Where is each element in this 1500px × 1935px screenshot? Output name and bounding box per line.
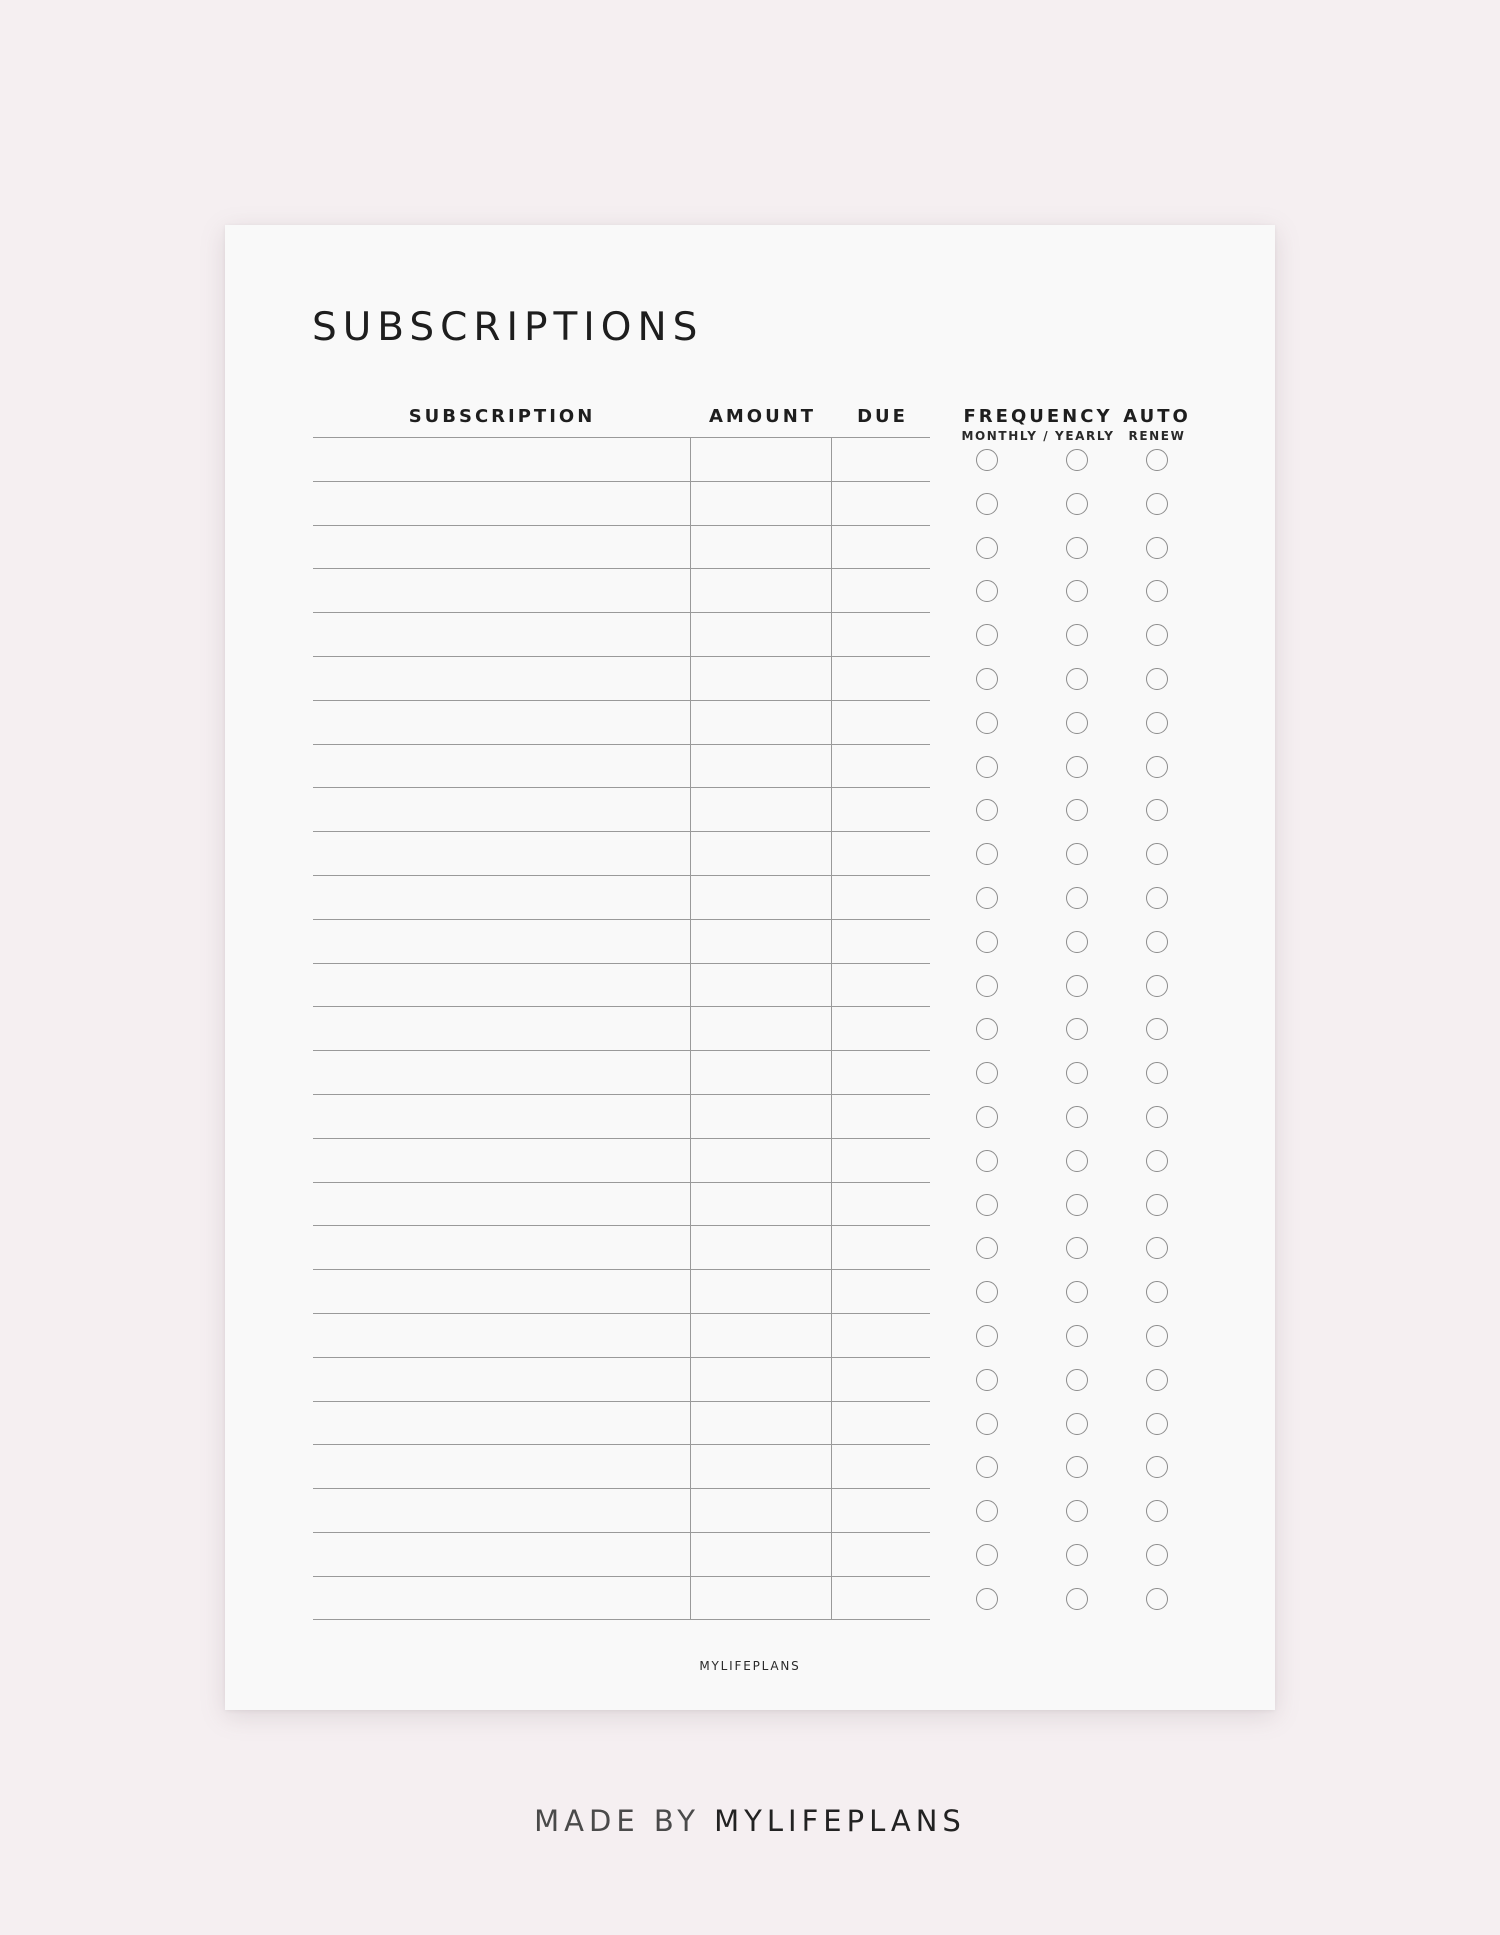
checkbox-row bbox=[225, 1194, 1275, 1238]
checkbox-row bbox=[225, 1544, 1275, 1588]
checkbox-row bbox=[225, 1456, 1275, 1500]
checkbox-row bbox=[225, 537, 1275, 581]
monthly-checkbox[interactable] bbox=[976, 1325, 998, 1347]
yearly-checkbox[interactable] bbox=[1066, 756, 1088, 778]
yearly-checkbox[interactable] bbox=[1066, 537, 1088, 559]
monthly-checkbox[interactable] bbox=[976, 1500, 998, 1522]
monthly-checkbox[interactable] bbox=[976, 1281, 998, 1303]
header-frequency: FREQUENCY bbox=[963, 406, 1113, 427]
yearly-checkbox[interactable] bbox=[1066, 1544, 1088, 1566]
yearly-checkbox[interactable] bbox=[1066, 1281, 1088, 1303]
auto-renew-checkbox[interactable] bbox=[1146, 1500, 1168, 1522]
auto-renew-checkbox[interactable] bbox=[1146, 1456, 1168, 1478]
auto-renew-checkbox[interactable] bbox=[1146, 1369, 1168, 1391]
checkbox-row bbox=[225, 712, 1275, 756]
auto-renew-checkbox[interactable] bbox=[1146, 1325, 1168, 1347]
monthly-checkbox[interactable] bbox=[976, 1062, 998, 1084]
auto-renew-checkbox[interactable] bbox=[1146, 493, 1168, 515]
monthly-checkbox[interactable] bbox=[976, 1194, 998, 1216]
yearly-checkbox[interactable] bbox=[1066, 493, 1088, 515]
checkbox-row bbox=[225, 1106, 1275, 1150]
header-subscription: SUBSCRIPTION bbox=[408, 406, 596, 427]
footer-brand: MYLIFEPLANS bbox=[699, 1659, 801, 1673]
credit-brand: MYLIFEPLANS bbox=[714, 1804, 966, 1838]
checkbox-row bbox=[225, 799, 1275, 843]
yearly-checkbox[interactable] bbox=[1066, 1194, 1088, 1216]
auto-renew-checkbox[interactable] bbox=[1146, 1588, 1168, 1610]
checkbox-row bbox=[225, 1018, 1275, 1062]
yearly-checkbox[interactable] bbox=[1066, 975, 1088, 997]
auto-renew-checkbox[interactable] bbox=[1146, 1018, 1168, 1040]
auto-renew-checkbox[interactable] bbox=[1146, 1544, 1168, 1566]
checkbox-row bbox=[225, 756, 1275, 800]
checkbox-row bbox=[225, 1369, 1275, 1413]
monthly-checkbox[interactable] bbox=[976, 799, 998, 821]
checkbox-row bbox=[225, 493, 1275, 537]
credit-line bbox=[0, 1804, 1500, 1838]
monthly-checkbox[interactable] bbox=[976, 1150, 998, 1172]
auto-renew-checkbox[interactable] bbox=[1146, 931, 1168, 953]
checkbox-row bbox=[225, 624, 1275, 668]
planner-sheet bbox=[225, 225, 1275, 1710]
monthly-checkbox[interactable] bbox=[976, 1413, 998, 1435]
auto-renew-checkbox[interactable] bbox=[1146, 843, 1168, 865]
yearly-checkbox[interactable] bbox=[1066, 1456, 1088, 1478]
page-title: SUBSCRIPTIONS bbox=[312, 305, 704, 350]
yearly-checkbox[interactable] bbox=[1066, 624, 1088, 646]
checkbox-row bbox=[225, 1500, 1275, 1544]
checkbox-row bbox=[225, 1150, 1275, 1194]
monthly-checkbox[interactable] bbox=[976, 668, 998, 690]
checkbox-columns bbox=[225, 449, 1275, 1632]
monthly-checkbox[interactable] bbox=[976, 843, 998, 865]
checkbox-row bbox=[225, 887, 1275, 931]
checkbox-row bbox=[225, 975, 1275, 1019]
checkbox-row bbox=[225, 1281, 1275, 1325]
yearly-checkbox[interactable] bbox=[1066, 668, 1088, 690]
checkbox-row bbox=[225, 668, 1275, 712]
yearly-checkbox[interactable] bbox=[1066, 1413, 1088, 1435]
monthly-checkbox[interactable] bbox=[976, 887, 998, 909]
monthly-checkbox[interactable] bbox=[976, 537, 998, 559]
header-auto: AUTO bbox=[1123, 406, 1191, 427]
auto-renew-checkbox[interactable] bbox=[1146, 1281, 1168, 1303]
checkbox-row bbox=[225, 1325, 1275, 1369]
checkbox-row bbox=[225, 1588, 1275, 1632]
auto-renew-checkbox[interactable] bbox=[1146, 668, 1168, 690]
checkbox-row bbox=[225, 580, 1275, 624]
credit-prefix: MADE BY bbox=[534, 1804, 700, 1838]
auto-renew-checkbox[interactable] bbox=[1146, 799, 1168, 821]
yearly-checkbox[interactable] bbox=[1066, 1106, 1088, 1128]
monthly-checkbox[interactable] bbox=[976, 756, 998, 778]
yearly-checkbox[interactable] bbox=[1066, 449, 1088, 471]
checkbox-row bbox=[225, 449, 1275, 493]
yearly-checkbox[interactable] bbox=[1066, 1500, 1088, 1522]
monthly-checkbox[interactable] bbox=[976, 1106, 998, 1128]
monthly-checkbox[interactable] bbox=[976, 1237, 998, 1259]
monthly-checkbox[interactable] bbox=[976, 580, 998, 602]
auto-renew-checkbox[interactable] bbox=[1146, 887, 1168, 909]
auto-renew-checkbox[interactable] bbox=[1146, 1062, 1168, 1084]
monthly-checkbox[interactable] bbox=[976, 1018, 998, 1040]
yearly-checkbox[interactable] bbox=[1066, 887, 1088, 909]
monthly-checkbox[interactable] bbox=[976, 1456, 998, 1478]
yearly-checkbox[interactable] bbox=[1066, 580, 1088, 602]
checkbox-row bbox=[225, 931, 1275, 975]
header-auto-renew: RENEW bbox=[1128, 429, 1186, 443]
monthly-checkbox[interactable] bbox=[976, 1588, 998, 1610]
yearly-checkbox[interactable] bbox=[1066, 1062, 1088, 1084]
yearly-checkbox[interactable] bbox=[1066, 843, 1088, 865]
auto-renew-checkbox[interactable] bbox=[1146, 1194, 1168, 1216]
auto-renew-checkbox[interactable] bbox=[1146, 712, 1168, 734]
auto-renew-checkbox[interactable] bbox=[1146, 580, 1168, 602]
auto-renew-checkbox[interactable] bbox=[1146, 1150, 1168, 1172]
yearly-checkbox[interactable] bbox=[1066, 931, 1088, 953]
auto-renew-checkbox[interactable] bbox=[1146, 1413, 1168, 1435]
yearly-checkbox[interactable] bbox=[1066, 1588, 1088, 1610]
monthly-checkbox[interactable] bbox=[976, 624, 998, 646]
auto-renew-checkbox[interactable] bbox=[1146, 756, 1168, 778]
checkbox-row bbox=[225, 843, 1275, 887]
checkbox-row bbox=[225, 1237, 1275, 1281]
checkbox-row bbox=[225, 1413, 1275, 1457]
yearly-checkbox[interactable] bbox=[1066, 712, 1088, 734]
monthly-checkbox[interactable] bbox=[976, 1369, 998, 1391]
auto-renew-checkbox[interactable] bbox=[1146, 1237, 1168, 1259]
yearly-checkbox[interactable] bbox=[1066, 1325, 1088, 1347]
monthly-checkbox[interactable] bbox=[976, 931, 998, 953]
monthly-checkbox[interactable] bbox=[976, 1544, 998, 1566]
monthly-checkbox[interactable] bbox=[976, 449, 998, 471]
header-amount: AMOUNT bbox=[708, 406, 817, 427]
yearly-checkbox[interactable] bbox=[1066, 1369, 1088, 1391]
header-due: DUE bbox=[857, 406, 908, 427]
header-frequency-options: MONTHLY / YEARLY bbox=[961, 429, 1115, 443]
auto-renew-checkbox[interactable] bbox=[1146, 1106, 1168, 1128]
auto-renew-checkbox[interactable] bbox=[1146, 975, 1168, 997]
auto-renew-checkbox[interactable] bbox=[1146, 449, 1168, 471]
monthly-checkbox[interactable] bbox=[976, 712, 998, 734]
auto-renew-checkbox[interactable] bbox=[1146, 537, 1168, 559]
monthly-checkbox[interactable] bbox=[976, 975, 998, 997]
checkbox-row bbox=[225, 1062, 1275, 1106]
yearly-checkbox[interactable] bbox=[1066, 1237, 1088, 1259]
auto-renew-checkbox[interactable] bbox=[1146, 624, 1168, 646]
yearly-checkbox[interactable] bbox=[1066, 1018, 1088, 1040]
yearly-checkbox[interactable] bbox=[1066, 799, 1088, 821]
monthly-checkbox[interactable] bbox=[976, 493, 998, 515]
yearly-checkbox[interactable] bbox=[1066, 1150, 1088, 1172]
